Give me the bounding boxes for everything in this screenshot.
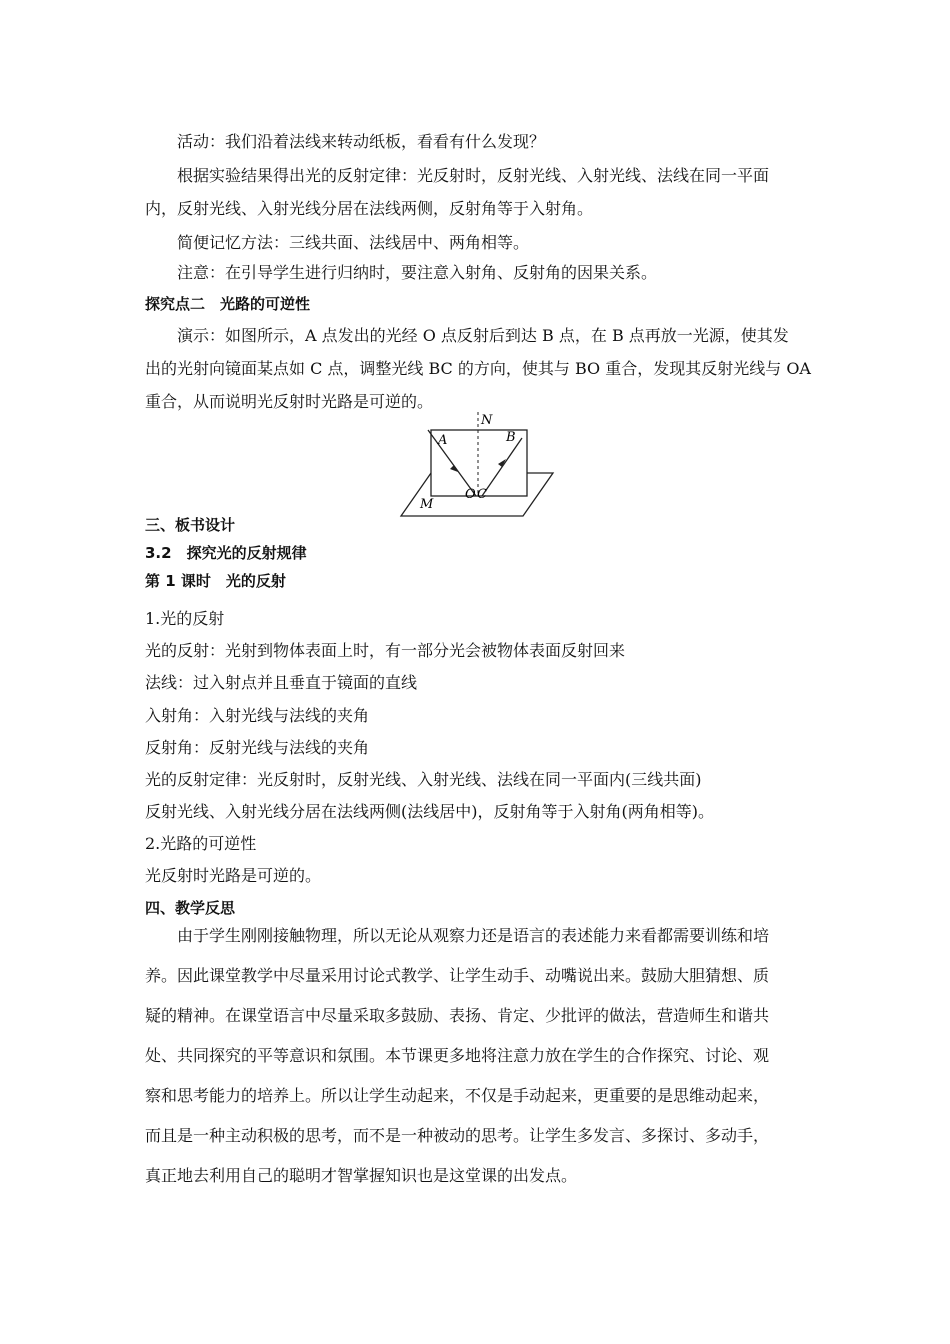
note-text: 注意：在引导学生进行归纳时，要注意入射角、反射角的因果关系。 [177, 263, 658, 282]
board-def-law-2: 反射光线、入射光线分居在法线两侧(法线居中)，反射角等于入射角(两角相等)。 [145, 802, 714, 821]
board-title-1: 3.2 探究光的反射规律 [145, 544, 307, 562]
board-def-normal: 法线：过入射点并且垂直于镜面的直线 [145, 673, 418, 692]
reflection-para-line-4: 处、共同探究的平等意识和氛围。本节课更多地将注意力放在学生的合作探究、讨论、观 [145, 1046, 770, 1065]
reflection-diagram [398, 410, 558, 520]
reflection-para-line-3: 疑的精神。在课堂语言中尽量采取多鼓励、表扬、肯定、少批评的做法，营造师生和谐共 [145, 1006, 770, 1025]
section-heading-reflection: 四、教学反思 [145, 899, 236, 917]
reflection-para-line-5: 察和思考能力的培养上。所以让学生动起来，不仅是手动起来，更重要的是思维动起来， [145, 1086, 770, 1105]
label-o: O [465, 487, 476, 502]
label-b: B [506, 430, 516, 445]
demo-text-line-1: 演示：如图所示，A 点发出的光经 O 点反射后到达 B 点，在 B 点再放一光源，使其发 [177, 326, 789, 345]
reflection-para-line-7: 真正地去利用自己的聪明才智掌握知识也是这堂课的出发点。 [145, 1166, 578, 1185]
board-item-1: 1.光的反射 [145, 609, 225, 628]
board-title-2: 第 1 课时 光的反射 [145, 572, 286, 590]
board-def-reflection-angle: 反射角：反射光线与法线的夹角 [145, 738, 370, 757]
section-heading-reversibility: 探究点二 光路的可逆性 [145, 295, 311, 313]
reflection-para-line-6: 而且是一种主动积极的思考，而不是一种被动的思考。让学生多发言、多探讨、多动手， [145, 1126, 770, 1145]
board-def-reversibility: 光反射时光路是可逆的。 [145, 866, 322, 885]
board-item-2: 2.光路的可逆性 [145, 834, 257, 853]
label-n: N [481, 413, 493, 428]
reflection-para-line-2: 养。因此课堂教学中尽量采用讨论式教学、让学生动手、动嘴说出来。鼓励大胆猜想、质 [145, 966, 770, 985]
label-m: M [420, 497, 434, 512]
label-a: A [438, 433, 448, 448]
label-c: C [477, 487, 487, 502]
section-heading-board-design: 三、板书设计 [145, 516, 236, 534]
board-def-law-1: 光的反射定律：光反射时，反射光线、入射光线、法线在同一平面内(三线共面) [145, 770, 702, 789]
demo-text-line-3: 重合，从而说明光反射时光路是可逆的。 [145, 392, 434, 411]
law-text-line-1: 根据实验结果得出光的反射定律：光反射时，反射光线、入射光线、法线在同一平面 [177, 166, 770, 185]
board-def-incidence-angle: 入射角：入射光线与法线的夹角 [145, 706, 370, 725]
demo-text-line-2: 出的光射向镜面某点如 C 点，调整光线 BC 的方向，使其与 BO 重合，发现其反射光线与 OA [145, 359, 811, 378]
board-def-reflection: 光的反射：光射到物体表面上时，有一部分光会被物体表面反射回来 [145, 641, 626, 660]
memory-method-text: 简便记忆方法：三线共面、法线居中、两角相等。 [177, 233, 530, 252]
law-text-line-2: 内，反射光线、入射光线分居在法线两侧，反射角等于入射角。 [145, 199, 594, 218]
reflection-para-line-1: 由于学生刚刚接触物理，所以无论从观察力还是语言的表述能力来看都需要训练和培 [177, 926, 770, 945]
activity-text: 活动：我们沿着法线来转动纸板，看看有什么发现？ [177, 132, 546, 151]
